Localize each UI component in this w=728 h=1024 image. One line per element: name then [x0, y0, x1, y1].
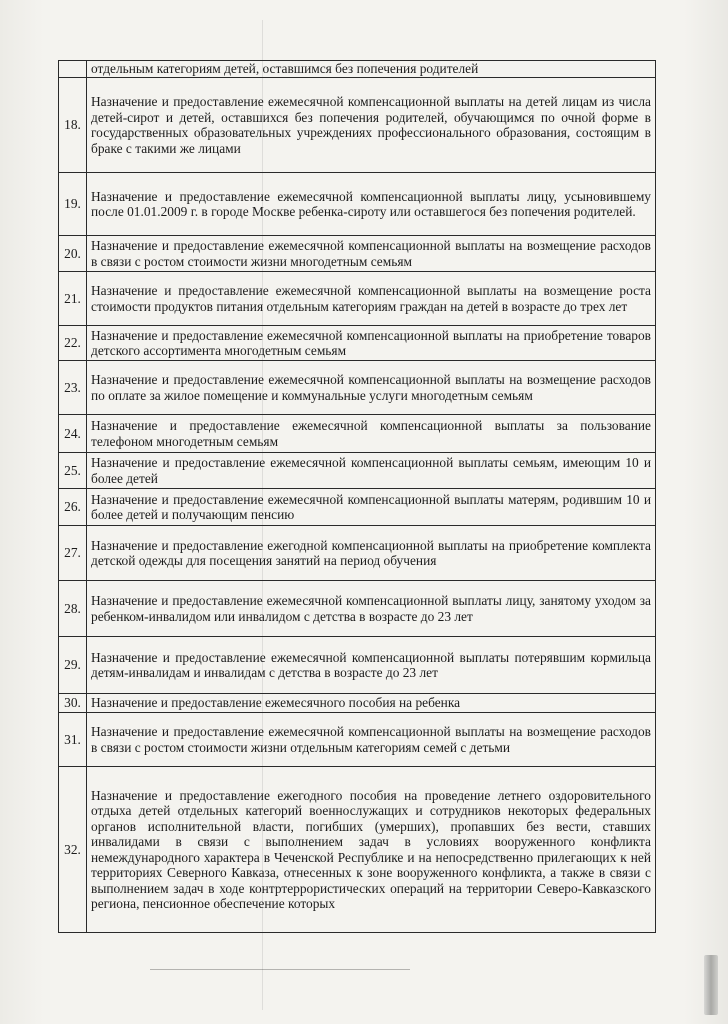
scan-edge-shadow: [704, 955, 718, 1015]
services-table: [58, 60, 656, 933]
row-number: 28.: [59, 581, 87, 637]
row-number: 30.: [59, 694, 87, 713]
scan-artifact-line: [150, 969, 410, 970]
row-number: 27.: [59, 526, 87, 581]
row-text: отдельным категориям детей, оставшимся без попечения родителей: [87, 61, 656, 78]
row-number: 31.: [59, 713, 87, 767]
table-row: [59, 767, 656, 933]
row-text: Назначение и предоставление ежемесячной компенсационной выплаты на возмещение расходов по оплате за жилое помещение и коммунальные услуги многодетным семьям: [87, 361, 656, 415]
table-row: [59, 713, 656, 767]
row-text: Назначение и предоставление ежемесячной компенсационной выплаты матерям, родившим 10 и более детей и получающим пенсию: [87, 489, 656, 526]
row-number: 19.: [59, 173, 87, 236]
row-text: Назначение и предоставление ежемесячной компенсационной выплаты на приобретение товаров детского ассортимента многодетным семьям: [87, 326, 656, 361]
table-row: [59, 361, 656, 415]
row-number: 26.: [59, 489, 87, 526]
table-row: [59, 236, 656, 272]
table-row: [59, 272, 656, 326]
table-row: [59, 694, 656, 713]
row-text: Назначение и предоставление ежемесячной компенсационной выплаты за пользование телефоном многодетным семьям: [87, 415, 656, 453]
table-row: [59, 637, 656, 694]
row-number: 24.: [59, 415, 87, 453]
table-row: [59, 415, 656, 453]
table-row: [59, 489, 656, 526]
row-number: 18.: [59, 78, 87, 173]
table-row: [59, 78, 656, 173]
row-text: Назначение и предоставление ежемесячной компенсационной выплаты лицу, занятому уходом за ребенком-инвалидом или инвалидом с детства в возрасте до 23 лет: [87, 581, 656, 637]
table-row: [59, 61, 656, 78]
row-number: 25.: [59, 453, 87, 489]
row-number: 23.: [59, 361, 87, 415]
row-text: Назначение и предоставление ежегодной компенсационной выплаты на приобретение комплекта детской одежды для посещения занятий на период обучения: [87, 526, 656, 581]
row-number: 20.: [59, 236, 87, 272]
table-row: [59, 326, 656, 361]
row-number: 32.: [59, 767, 87, 933]
row-text: Назначение и предоставление ежемесячной компенсационной выплаты потерявшим кормильца детям-инвалидам и инвалидам с детства в возрасте до 23 лет: [87, 637, 656, 694]
row-number: 29.: [59, 637, 87, 694]
table-row: [59, 581, 656, 637]
row-text: Назначение и предоставление ежемесячной компенсационной выплаты семьям, имеющим 10 и более детей: [87, 453, 656, 489]
row-text: Назначение и предоставление ежемесячной компенсационной выплаты на возмещение расходов в связи с ростом стоимости жизни отдельным категориям семей с детьми: [87, 713, 656, 767]
row-text: Назначение и предоставление ежемесячной компенсационной выплаты на возмещение роста стоимости продуктов питания отдельным категориям граждан на детей в возрасте до трех лет: [87, 272, 656, 326]
row-text: Назначение и предоставление ежемесячной компенсационной выплаты лицу, усыновившему после 01.01.2009 г. в городе Москве ребенка-сироту или оставшегося без попечения родителей.: [87, 173, 656, 236]
row-text: Назначение и предоставление ежегодного пособия на проведение летнего оздоровительного отдыха детей отдельных категорий военнослужащих и сотрудников некоторых федеральных органов исполнительной власти, погибших (умерших), пропавших без вести, ставших инвалидами в связи с выполнением задач в условиях вооруженного конфликта немеждународного характера в Чеченской Республике и на непосредственно прилегающих к ней территориях Северного Кавказа, отнесенных к зоне вооруженного конфликта, а также в связи с выполнением задач в ходе контртеррористических операций на территории Северо-Кавказского региона, пенсионное обеспечение которых: [87, 767, 656, 933]
table-row: [59, 173, 656, 236]
row-number: 22.: [59, 326, 87, 361]
row-text: Назначение и предоставление ежемесячной компенсационной выплаты на детей лицам из числа детей-сирот и детей, оставшихся без попечения родителей, обучающимся по очной форме в государственных образовательных учреждениях профессионального образования, состоящим в браке с такими же лицами: [87, 78, 656, 173]
row-text: Назначение и предоставление ежемесячной компенсационной выплаты на возмещение расходов в связи с ростом стоимости жизни многодетным семьям: [87, 236, 656, 272]
row-number: [59, 61, 87, 78]
table-row: [59, 453, 656, 489]
row-text: Назначение и предоставление ежемесячного пособия на ребенка: [87, 694, 656, 713]
row-number: 21.: [59, 272, 87, 326]
table-row: [59, 526, 656, 581]
